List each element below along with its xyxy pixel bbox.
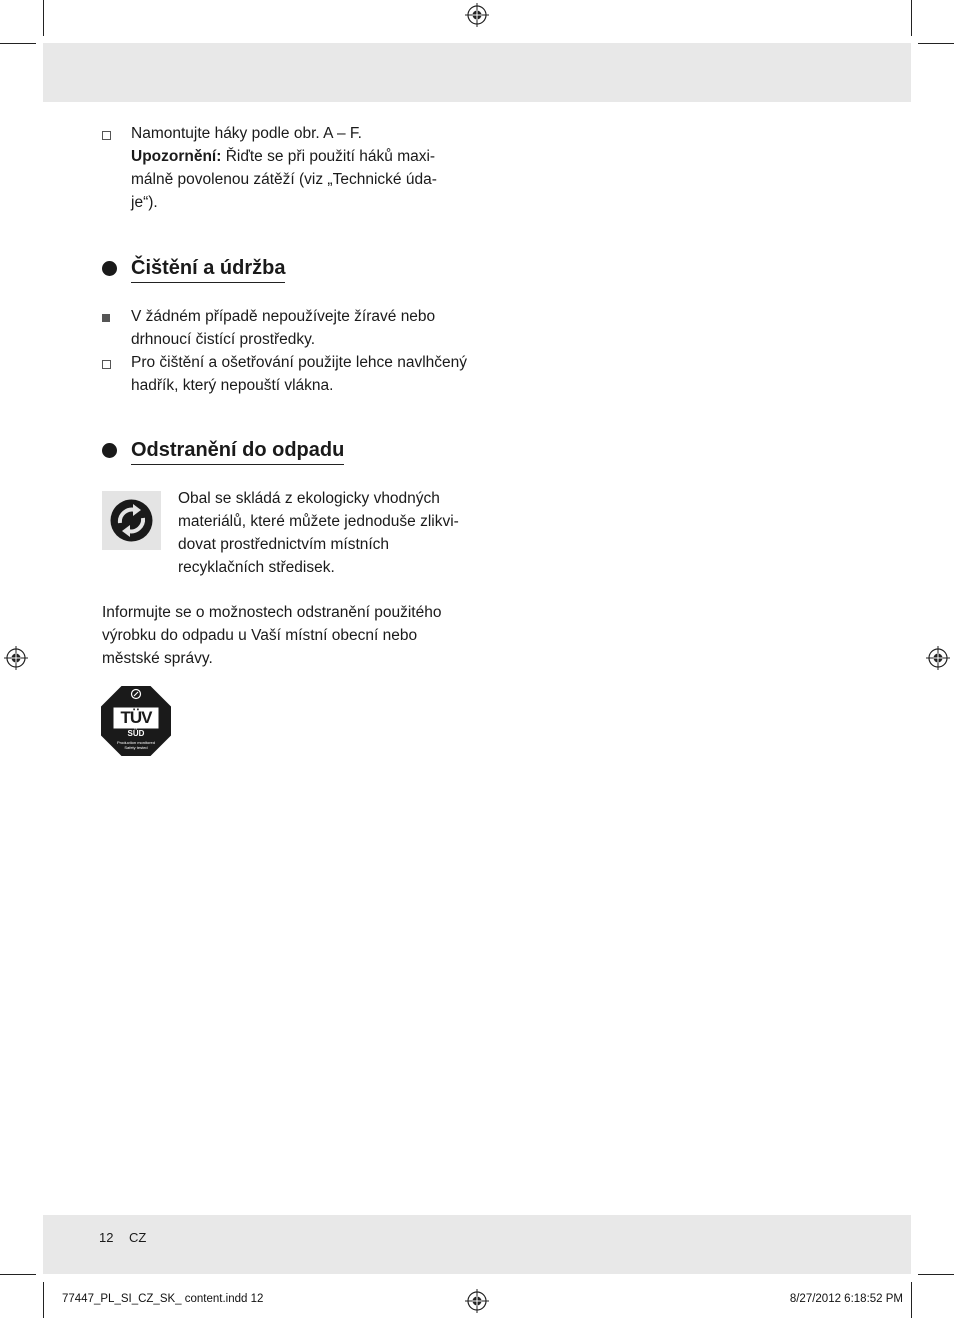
- cleaning-line: drhnoucí čistící prostředky.: [131, 331, 316, 348]
- cleaning-line: V žádném případě nepoužívejte žíravé nebo: [131, 308, 436, 325]
- cleaning-line: hadřík, který nepouští vlákna.: [131, 377, 334, 394]
- packaging-text: [178, 487, 478, 579]
- page-number: 12: [99, 1230, 114, 1245]
- registration-mark-icon: [926, 646, 950, 670]
- tuv-small-2: Safety tested: [124, 745, 148, 750]
- crop-mark: [911, 0, 912, 36]
- crop-mark: [43, 1282, 44, 1318]
- install-line: Namontujte háky podle obr. A – F.: [131, 125, 362, 142]
- registration-mark-icon: [465, 1289, 489, 1313]
- warning-label: Upozornění:: [131, 148, 222, 165]
- crop-mark: [0, 1274, 36, 1275]
- info-line: Informujte se o možnostech odstranění použitého: [102, 604, 442, 621]
- registration-mark-icon: [4, 646, 28, 670]
- tuv-sub: SÜD: [127, 729, 145, 738]
- warning-text: Řiďte se při použití háků maxi-: [221, 148, 436, 165]
- cleaning-item-1: [131, 305, 471, 351]
- green-dot-recycle-icon: [102, 491, 161, 550]
- info-line: městské správy.: [102, 650, 213, 667]
- square-bullet: [102, 314, 110, 322]
- install-text: [131, 122, 471, 214]
- registration-mark-icon: [465, 3, 489, 27]
- footer-band: [43, 1215, 911, 1274]
- checkbox-bullet: [102, 360, 111, 369]
- crop-mark: [43, 0, 44, 36]
- crop-mark: [918, 1274, 954, 1275]
- header-band: [43, 43, 911, 102]
- tuv-sud-seal-icon: [101, 686, 171, 756]
- crop-mark: [0, 43, 36, 44]
- disposal-info-text: [102, 601, 482, 670]
- page-language: CZ: [129, 1230, 147, 1245]
- packaging-line: dovat prostřednictvím místních: [178, 536, 390, 553]
- section-heading-cleaning: Čištění a údržba: [131, 255, 285, 283]
- crop-mark: [911, 1282, 912, 1318]
- slug-filename: 77447_PL_SI_CZ_SK_ content.indd 12: [62, 1293, 264, 1305]
- install-line: málně povolenou zátěží (viz „Technické úda-: [131, 171, 437, 188]
- checkbox-bullet: [102, 131, 111, 140]
- cleaning-item-2: [131, 351, 476, 397]
- section-bullet: [102, 443, 117, 458]
- section-bullet: [102, 261, 117, 276]
- packaging-line: materiálů, které můžete jednoduše zlikvi-: [178, 513, 459, 530]
- section-heading-disposal: Odstranění do odpadu: [131, 437, 344, 465]
- crop-mark: [918, 43, 954, 44]
- info-line: výrobku do odpadu u Vaší místní obecní nebo: [102, 627, 418, 644]
- install-warning-line: [131, 145, 471, 168]
- install-line: je“).: [131, 194, 158, 211]
- tuv-brand: TÜV: [120, 708, 152, 727]
- packaging-line: Obal se skládá z ekologicky vhodných: [178, 490, 440, 507]
- packaging-line: recyklačních středisek.: [178, 559, 335, 576]
- cleaning-line: Pro čištění a ošetřování použijte lehce navlhčený: [131, 354, 468, 371]
- slug-datetime: 8/27/2012 6:18:52 PM: [789, 1293, 903, 1305]
- tuv-small-1: Production monitored: [116, 740, 156, 745]
